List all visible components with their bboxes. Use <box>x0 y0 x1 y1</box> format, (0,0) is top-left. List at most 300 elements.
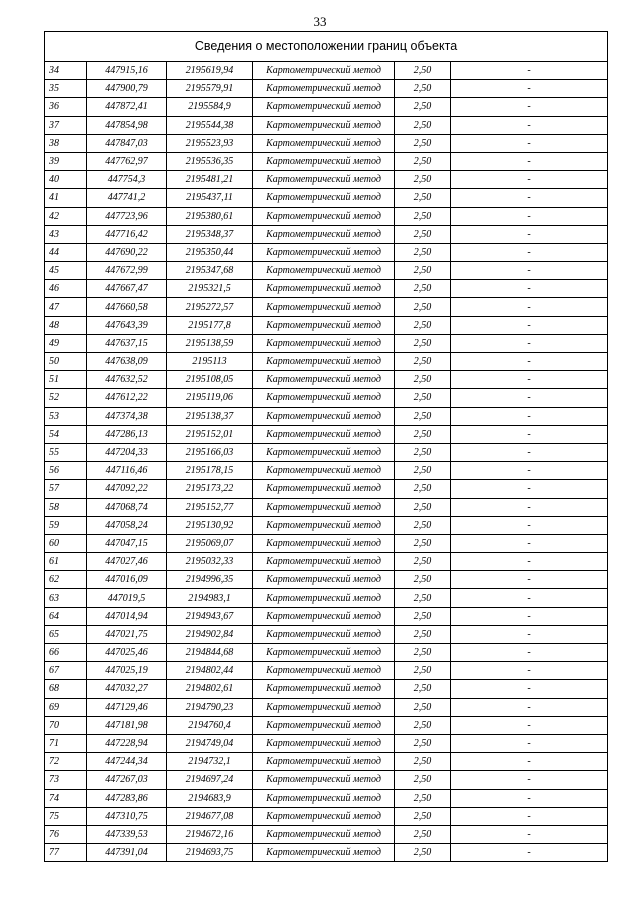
description-cell: - <box>451 371 608 389</box>
y-coordinate-cell: 2194802,61 <box>167 680 253 698</box>
point-number-cell: 55 <box>45 443 87 461</box>
point-number-cell: 53 <box>45 407 87 425</box>
table-row <box>45 425 608 443</box>
method-cell: Картометрический метод <box>253 734 395 752</box>
x-coordinate-cell: 447847,03 <box>87 134 167 152</box>
accuracy-cell: 2,50 <box>395 262 451 280</box>
point-number-cell: 52 <box>45 389 87 407</box>
method-cell: Картометрический метод <box>253 789 395 807</box>
x-coordinate-cell: 447310,75 <box>87 807 167 825</box>
y-coordinate-cell: 2195437,11 <box>167 189 253 207</box>
x-coordinate-cell: 447021,75 <box>87 625 167 643</box>
method-cell: Картометрический метод <box>253 498 395 516</box>
x-coordinate-cell: 447690,22 <box>87 243 167 261</box>
point-number-cell: 74 <box>45 789 87 807</box>
page-number: 33 <box>313 14 327 29</box>
table-row <box>45 225 608 243</box>
method-cell: Картометрический метод <box>253 116 395 134</box>
description-cell: - <box>451 207 608 225</box>
point-number-cell: 49 <box>45 334 87 352</box>
y-coordinate-cell: 2194732,1 <box>167 753 253 771</box>
x-coordinate-cell: 447181,98 <box>87 716 167 734</box>
method-cell: Картометрический метод <box>253 589 395 607</box>
method-cell: Картометрический метод <box>253 316 395 334</box>
method-cell: Картометрический метод <box>253 534 395 552</box>
accuracy-cell: 2,50 <box>395 516 451 534</box>
accuracy-cell: 2,50 <box>395 189 451 207</box>
x-coordinate-cell: 447632,52 <box>87 371 167 389</box>
point-number-cell: 36 <box>45 98 87 116</box>
method-cell: Картометрический метод <box>253 389 395 407</box>
x-coordinate-cell: 447286,13 <box>87 425 167 443</box>
method-cell: Картометрический метод <box>253 825 395 843</box>
method-cell: Картометрический метод <box>253 152 395 170</box>
accuracy-cell: 2,50 <box>395 425 451 443</box>
point-number-cell: 46 <box>45 280 87 298</box>
table-row <box>45 607 608 625</box>
table-row <box>45 462 608 480</box>
table-row <box>45 207 608 225</box>
table-row <box>45 62 608 80</box>
x-coordinate-cell: 447027,46 <box>87 553 167 571</box>
point-number-cell: 61 <box>45 553 87 571</box>
accuracy-cell: 2,50 <box>395 334 451 352</box>
point-number-cell: 62 <box>45 571 87 589</box>
method-cell: Картометрический метод <box>253 480 395 498</box>
table-title: Сведения о местоположении границ объекта <box>45 32 608 62</box>
table-row <box>45 534 608 552</box>
point-number-cell: 75 <box>45 807 87 825</box>
table-row <box>45 825 608 843</box>
x-coordinate-cell: 447014,94 <box>87 607 167 625</box>
x-coordinate-cell: 447025,19 <box>87 662 167 680</box>
x-coordinate-cell: 447915,16 <box>87 62 167 80</box>
y-coordinate-cell: 2195138,59 <box>167 334 253 352</box>
table-row <box>45 171 608 189</box>
x-coordinate-cell: 447754,3 <box>87 171 167 189</box>
y-coordinate-cell: 2195108,05 <box>167 371 253 389</box>
method-cell: Картометрический метод <box>253 189 395 207</box>
method-cell: Картометрический метод <box>253 371 395 389</box>
description-cell: - <box>451 680 608 698</box>
method-cell: Картометрический метод <box>253 698 395 716</box>
description-cell: - <box>451 189 608 207</box>
point-number-cell: 56 <box>45 462 87 480</box>
table-row <box>45 334 608 352</box>
x-coordinate-cell: 447025,46 <box>87 644 167 662</box>
x-coordinate-cell: 447637,15 <box>87 334 167 352</box>
table-row <box>45 98 608 116</box>
method-cell: Картометрический метод <box>253 443 395 461</box>
table-row <box>45 644 608 662</box>
y-coordinate-cell: 2195536,35 <box>167 152 253 170</box>
description-cell: - <box>451 443 608 461</box>
y-coordinate-cell: 2194790,23 <box>167 698 253 716</box>
accuracy-cell: 2,50 <box>395 498 451 516</box>
accuracy-cell: 2,50 <box>395 225 451 243</box>
description-cell: - <box>451 771 608 789</box>
description-cell: - <box>451 80 608 98</box>
table-row <box>45 734 608 752</box>
method-cell: Картометрический метод <box>253 98 395 116</box>
description-cell: - <box>451 789 608 807</box>
accuracy-cell: 2,50 <box>395 662 451 680</box>
x-coordinate-cell: 447612,22 <box>87 389 167 407</box>
point-number-cell: 42 <box>45 207 87 225</box>
table-row <box>45 353 608 371</box>
accuracy-cell: 2,50 <box>395 371 451 389</box>
y-coordinate-cell: 2194902,84 <box>167 625 253 643</box>
accuracy-cell: 2,50 <box>395 298 451 316</box>
method-cell: Картометрический метод <box>253 207 395 225</box>
point-number-cell: 38 <box>45 134 87 152</box>
accuracy-cell: 2,50 <box>395 480 451 498</box>
method-cell: Картометрический метод <box>253 716 395 734</box>
accuracy-cell: 2,50 <box>395 825 451 843</box>
accuracy-cell: 2,50 <box>395 553 451 571</box>
accuracy-cell: 2,50 <box>395 534 451 552</box>
y-coordinate-cell: 2195619,94 <box>167 62 253 80</box>
description-cell: - <box>451 553 608 571</box>
accuracy-cell: 2,50 <box>395 734 451 752</box>
y-coordinate-cell: 2195138,37 <box>167 407 253 425</box>
y-coordinate-cell: 2195380,61 <box>167 207 253 225</box>
description-cell: - <box>451 807 608 825</box>
y-coordinate-cell: 2194996,35 <box>167 571 253 589</box>
y-coordinate-cell: 2195481,21 <box>167 171 253 189</box>
table-row <box>45 316 608 334</box>
boundary-coordinates-table <box>44 31 608 862</box>
table-row <box>45 443 608 461</box>
table-row <box>45 789 608 807</box>
accuracy-cell: 2,50 <box>395 571 451 589</box>
point-number-cell: 66 <box>45 644 87 662</box>
table-row <box>45 698 608 716</box>
x-coordinate-cell: 447058,24 <box>87 516 167 534</box>
point-number-cell: 47 <box>45 298 87 316</box>
description-cell: - <box>451 571 608 589</box>
x-coordinate-cell: 447667,47 <box>87 280 167 298</box>
description-cell: - <box>451 462 608 480</box>
accuracy-cell: 2,50 <box>395 280 451 298</box>
method-cell: Картометрический метод <box>253 262 395 280</box>
table-row <box>45 134 608 152</box>
accuracy-cell: 2,50 <box>395 152 451 170</box>
point-number-cell: 59 <box>45 516 87 534</box>
point-number-cell: 44 <box>45 243 87 261</box>
table-row <box>45 589 608 607</box>
point-number-cell: 73 <box>45 771 87 789</box>
table-row <box>45 243 608 261</box>
y-coordinate-cell: 2194672,16 <box>167 825 253 843</box>
y-coordinate-cell: 2195130,92 <box>167 516 253 534</box>
description-cell: - <box>451 171 608 189</box>
y-coordinate-cell: 2195032,33 <box>167 553 253 571</box>
method-cell: Картометрический метод <box>253 607 395 625</box>
accuracy-cell: 2,50 <box>395 389 451 407</box>
point-number-cell: 41 <box>45 189 87 207</box>
table-row <box>45 80 608 98</box>
y-coordinate-cell: 2195069,07 <box>167 534 253 552</box>
table-row <box>45 753 608 771</box>
y-coordinate-cell: 2194697,24 <box>167 771 253 789</box>
x-coordinate-cell: 447339,53 <box>87 825 167 843</box>
point-number-cell: 51 <box>45 371 87 389</box>
x-coordinate-cell: 447129,46 <box>87 698 167 716</box>
table-row <box>45 298 608 316</box>
y-coordinate-cell: 2195584,9 <box>167 98 253 116</box>
y-coordinate-cell: 2195523,93 <box>167 134 253 152</box>
method-cell: Картометрический метод <box>253 553 395 571</box>
table-row <box>45 189 608 207</box>
point-number-cell: 45 <box>45 262 87 280</box>
x-coordinate-cell: 447762,97 <box>87 152 167 170</box>
x-coordinate-cell: 447872,41 <box>87 98 167 116</box>
table-row <box>45 371 608 389</box>
description-cell: - <box>451 280 608 298</box>
description-cell: - <box>451 98 608 116</box>
method-cell: Картометрический метод <box>253 62 395 80</box>
method-cell: Картометрический метод <box>253 225 395 243</box>
x-coordinate-cell: 447854,98 <box>87 116 167 134</box>
method-cell: Картометрический метод <box>253 425 395 443</box>
method-cell: Картометрический метод <box>253 298 395 316</box>
y-coordinate-cell: 2195350,44 <box>167 243 253 261</box>
x-coordinate-cell: 447900,79 <box>87 80 167 98</box>
y-coordinate-cell: 2194983,1 <box>167 589 253 607</box>
point-number-cell: 39 <box>45 152 87 170</box>
point-number-cell: 50 <box>45 353 87 371</box>
point-number-cell: 65 <box>45 625 87 643</box>
description-cell: - <box>451 625 608 643</box>
y-coordinate-cell: 2195579,91 <box>167 80 253 98</box>
x-coordinate-cell: 447019,5 <box>87 589 167 607</box>
description-cell: - <box>451 262 608 280</box>
accuracy-cell: 2,50 <box>395 353 451 371</box>
x-coordinate-cell: 447660,58 <box>87 298 167 316</box>
method-cell: Картометрический метод <box>253 771 395 789</box>
method-cell: Картометрический метод <box>253 243 395 261</box>
table-row <box>45 553 608 571</box>
method-cell: Картометрический метод <box>253 753 395 771</box>
accuracy-cell: 2,50 <box>395 789 451 807</box>
description-cell: - <box>451 316 608 334</box>
point-number-cell: 58 <box>45 498 87 516</box>
table-row <box>45 152 608 170</box>
accuracy-cell: 2,50 <box>395 407 451 425</box>
point-number-cell: 35 <box>45 80 87 98</box>
description-cell: - <box>451 662 608 680</box>
method-cell: Картометрический метод <box>253 280 395 298</box>
x-coordinate-cell: 447672,99 <box>87 262 167 280</box>
x-coordinate-cell: 447391,04 <box>87 844 167 862</box>
x-coordinate-cell: 447204,33 <box>87 443 167 461</box>
x-coordinate-cell: 447643,39 <box>87 316 167 334</box>
accuracy-cell: 2,50 <box>395 607 451 625</box>
table-row <box>45 407 608 425</box>
x-coordinate-cell: 447244,34 <box>87 753 167 771</box>
point-number-cell: 76 <box>45 825 87 843</box>
point-number-cell: 34 <box>45 62 87 80</box>
accuracy-cell: 2,50 <box>395 753 451 771</box>
description-cell: - <box>451 716 608 734</box>
y-coordinate-cell: 2195152,01 <box>167 425 253 443</box>
point-number-cell: 60 <box>45 534 87 552</box>
table-row <box>45 680 608 698</box>
description-cell: - <box>451 353 608 371</box>
point-number-cell: 68 <box>45 680 87 698</box>
point-number-cell: 54 <box>45 425 87 443</box>
description-cell: - <box>451 498 608 516</box>
y-coordinate-cell: 2194760,4 <box>167 716 253 734</box>
table-row <box>45 116 608 134</box>
x-coordinate-cell: 447228,94 <box>87 734 167 752</box>
point-number-cell: 70 <box>45 716 87 734</box>
accuracy-cell: 2,50 <box>395 680 451 698</box>
y-coordinate-cell: 2194749,04 <box>167 734 253 752</box>
description-cell: - <box>451 825 608 843</box>
table-row <box>45 662 608 680</box>
y-coordinate-cell: 2195166,03 <box>167 443 253 461</box>
method-cell: Картометрический метод <box>253 80 395 98</box>
x-coordinate-cell: 447374,38 <box>87 407 167 425</box>
accuracy-cell: 2,50 <box>395 116 451 134</box>
method-cell: Картометрический метод <box>253 171 395 189</box>
method-cell: Картометрический метод <box>253 644 395 662</box>
description-cell: - <box>451 298 608 316</box>
point-number-cell: 43 <box>45 225 87 243</box>
description-cell: - <box>451 407 608 425</box>
method-cell: Картометрический метод <box>253 807 395 825</box>
y-coordinate-cell: 2195272,57 <box>167 298 253 316</box>
table-row <box>45 807 608 825</box>
method-cell: Картометрический метод <box>253 462 395 480</box>
y-coordinate-cell: 2195544,38 <box>167 116 253 134</box>
y-coordinate-cell: 2195321,5 <box>167 280 253 298</box>
point-number-cell: 72 <box>45 753 87 771</box>
point-number-cell: 64 <box>45 607 87 625</box>
method-cell: Картометрический метод <box>253 680 395 698</box>
table-row <box>45 262 608 280</box>
description-cell: - <box>451 152 608 170</box>
accuracy-cell: 2,50 <box>395 207 451 225</box>
y-coordinate-cell: 2195348,37 <box>167 225 253 243</box>
description-cell: - <box>451 134 608 152</box>
description-cell: - <box>451 425 608 443</box>
x-coordinate-cell: 447267,03 <box>87 771 167 789</box>
point-number-cell: 77 <box>45 844 87 862</box>
description-cell: - <box>451 698 608 716</box>
x-coordinate-cell: 447016,09 <box>87 571 167 589</box>
accuracy-cell: 2,50 <box>395 625 451 643</box>
accuracy-cell: 2,50 <box>395 80 451 98</box>
accuracy-cell: 2,50 <box>395 62 451 80</box>
x-coordinate-cell: 447741,2 <box>87 189 167 207</box>
x-coordinate-cell: 447116,46 <box>87 462 167 480</box>
y-coordinate-cell: 2194844,68 <box>167 644 253 662</box>
x-coordinate-cell: 447283,86 <box>87 789 167 807</box>
y-coordinate-cell: 2194802,44 <box>167 662 253 680</box>
x-coordinate-cell: 447638,09 <box>87 353 167 371</box>
point-number-cell: 57 <box>45 480 87 498</box>
accuracy-cell: 2,50 <box>395 171 451 189</box>
description-cell: - <box>451 389 608 407</box>
description-cell: - <box>451 334 608 352</box>
y-coordinate-cell: 2195178,15 <box>167 462 253 480</box>
point-number-cell: 67 <box>45 662 87 680</box>
table-row <box>45 571 608 589</box>
description-cell: - <box>451 62 608 80</box>
y-coordinate-cell: 2194943,67 <box>167 607 253 625</box>
accuracy-cell: 2,50 <box>395 98 451 116</box>
method-cell: Картометрический метод <box>253 353 395 371</box>
description-cell: - <box>451 589 608 607</box>
accuracy-cell: 2,50 <box>395 844 451 862</box>
description-cell: - <box>451 844 608 862</box>
method-cell: Картометрический метод <box>253 516 395 534</box>
method-cell: Картометрический метод <box>253 662 395 680</box>
x-coordinate-cell: 447068,74 <box>87 498 167 516</box>
table-header-row <box>45 32 608 62</box>
y-coordinate-cell: 2194693,75 <box>167 844 253 862</box>
table-row <box>45 389 608 407</box>
accuracy-cell: 2,50 <box>395 316 451 334</box>
description-cell: - <box>451 480 608 498</box>
accuracy-cell: 2,50 <box>395 134 451 152</box>
y-coordinate-cell: 2195177,8 <box>167 316 253 334</box>
method-cell: Картометрический метод <box>253 334 395 352</box>
method-cell: Картометрический метод <box>253 844 395 862</box>
description-cell: - <box>451 116 608 134</box>
accuracy-cell: 2,50 <box>395 443 451 461</box>
point-number-cell: 48 <box>45 316 87 334</box>
y-coordinate-cell: 2195152,77 <box>167 498 253 516</box>
accuracy-cell: 2,50 <box>395 807 451 825</box>
x-coordinate-cell: 447716,42 <box>87 225 167 243</box>
table-row <box>45 716 608 734</box>
x-coordinate-cell: 447047,15 <box>87 534 167 552</box>
point-number-cell: 63 <box>45 589 87 607</box>
description-cell: - <box>451 607 608 625</box>
accuracy-cell: 2,50 <box>395 644 451 662</box>
method-cell: Картометрический метод <box>253 134 395 152</box>
accuracy-cell: 2,50 <box>395 771 451 789</box>
table-row <box>45 480 608 498</box>
point-number-cell: 40 <box>45 171 87 189</box>
description-cell: - <box>451 243 608 261</box>
y-coordinate-cell: 2194677,08 <box>167 807 253 825</box>
y-coordinate-cell: 2195113 <box>167 353 253 371</box>
point-number-cell: 71 <box>45 734 87 752</box>
y-coordinate-cell: 2194683,9 <box>167 789 253 807</box>
description-cell: - <box>451 534 608 552</box>
accuracy-cell: 2,50 <box>395 243 451 261</box>
point-number-cell: 37 <box>45 116 87 134</box>
table-row <box>45 280 608 298</box>
method-cell: Картометрический метод <box>253 571 395 589</box>
method-cell: Картометрический метод <box>253 625 395 643</box>
y-coordinate-cell: 2195119,06 <box>167 389 253 407</box>
y-coordinate-cell: 2195173,22 <box>167 480 253 498</box>
x-coordinate-cell: 447092,22 <box>87 480 167 498</box>
table-row <box>45 844 608 862</box>
table-row <box>45 516 608 534</box>
table-row <box>45 498 608 516</box>
method-cell: Картометрический метод <box>253 407 395 425</box>
accuracy-cell: 2,50 <box>395 589 451 607</box>
point-number-cell: 69 <box>45 698 87 716</box>
description-cell: - <box>451 753 608 771</box>
